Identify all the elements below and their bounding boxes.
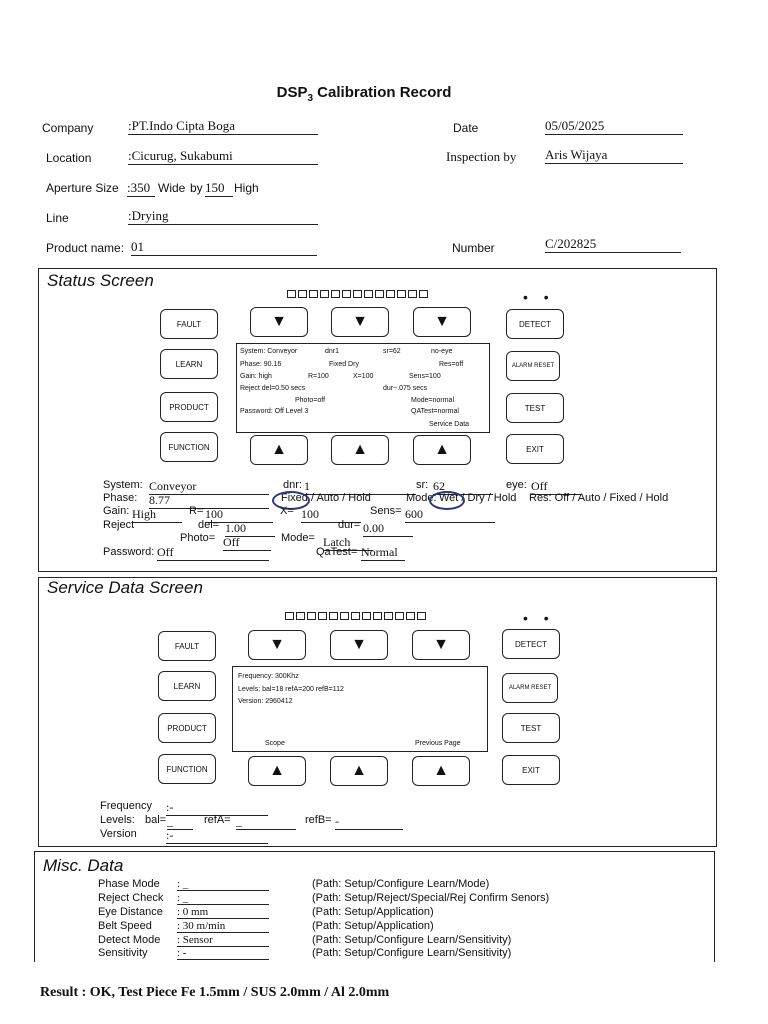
function-button[interactable]: FUNCTION [160,432,218,462]
misc-value: : 30 m/min [177,920,269,933]
product-button[interactable]: PRODUCT [158,713,216,743]
gain-value: High [132,507,182,523]
location-label: Location [46,151,92,165]
triangle-up-icon: ▲ [271,441,287,458]
product-label: Product name: [46,241,125,255]
lcd-text: Sens=100 [409,373,441,380]
up-arrow-button-3[interactable] [412,756,470,786]
misc-path: (Path: Setup/Application) [312,920,434,932]
product-button[interactable]: PRODUCT [160,392,218,422]
lcd-text: Service Data [429,421,470,428]
aperture-label: Aperture Size [46,181,119,195]
misc-path: (Path: Setup/Configure Learn/Mode) [312,878,490,890]
eye-value: Off [531,479,581,495]
lcd-text: dur~.075 secs [383,385,428,392]
test-button[interactable]: TEST [502,713,560,743]
lcd-text: Password: Off Level 3 [240,408,309,415]
triangle-up-icon: ▲ [269,762,285,779]
misc-value: : - [177,947,269,960]
misc-key: Detect Mode [98,934,161,946]
inspection-value: Aris Wijaya [545,147,683,164]
wide-label: Wide [158,181,186,195]
version-value: :- [166,828,268,844]
down-arrow-button-2[interactable] [330,630,388,660]
lcd-text: Scope [265,740,285,747]
down-arrow-button-1[interactable] [250,307,308,337]
triangle-down-icon: ▼ [434,313,450,330]
misc-key: Belt Speed [98,920,152,932]
misc-path: (Path: Setup/Reject/Special/Rej Confirm Senors) [312,892,550,904]
detect-button[interactable]: DETECT [502,629,560,659]
mode-label: Mode: [406,492,437,504]
r-label: R= [189,505,204,517]
triangle-up-icon: ▲ [352,441,368,458]
aperture-height: 150 [205,180,233,197]
misc-path: (Path: Setup/Application) [312,906,434,918]
misc-path: (Path: Setup/Configure Learn/Sensitivity) [312,947,512,959]
result-text: Result : OK, Test Piece Fe 1.5mm / SUS 2.0mm / Al 2.0mm [40,985,390,1000]
lcd-text: Version: 2960412 [238,698,293,705]
photo-value: Off [223,535,271,551]
password-value: Off [157,545,269,561]
misc-key: Eye Distance [98,906,163,918]
service-data-section [38,577,717,847]
lcd-text: QATest=normal [411,408,459,415]
indicator-dots: • • [523,610,555,626]
down-arrow-button-2[interactable] [331,307,389,337]
sens-value: 600 [405,507,495,523]
phase-value: 8.77 [149,493,269,509]
refa-value: _ [236,814,296,830]
up-arrow-button-1[interactable] [248,756,306,786]
learn-button[interactable]: LEARN [158,671,216,701]
lcd-text: no-eye [431,348,453,355]
dur-value: 0.00 [363,521,413,537]
refb-label: refB= [305,814,332,826]
triangle-down-icon: ▼ [351,636,367,653]
learn-button[interactable]: LEARN [160,349,218,379]
high-label: High [234,181,259,195]
number-value: C/202825 [545,236,681,253]
misc-value: : 0 mm [177,906,269,919]
frequency-value: :- [166,800,268,816]
misc-data-title: Misc. Data [43,856,124,875]
misc-path: (Path: Setup/Configure Learn/Sensitivity) [312,934,512,946]
misc-key: Sensitivity [98,947,148,959]
photo-label: Photo= [180,532,216,544]
status-lcd [236,343,490,433]
password-label: Password: [103,546,155,558]
version-label: Version [100,828,137,840]
dnr-label: dnr: [283,479,302,491]
lcd-text: Frequency: 300Khz [238,673,299,680]
company-value: :PT.Indo Cipta Boga [128,118,318,135]
bargraph [287,290,428,300]
fault-button[interactable]: FAULT [158,631,216,661]
mode2-label: Mode= [281,532,315,544]
lcd-text: Mode=normal [411,397,454,404]
refa-label: refA= [204,814,231,826]
triangle-down-icon: ▼ [271,313,287,330]
r-value: 100 [205,507,273,523]
lcd-text: Reject del=0.50 secs [240,385,306,392]
lcd-text: Previous Page [415,740,461,747]
exit-button[interactable]: EXIT [506,434,564,464]
misc-value: : Sensor [177,934,269,947]
dnr-value: 1 [304,479,416,495]
page-title: $DSP_3$ Calibration Record [276,84,452,104]
levels-label: Levels: [100,814,135,826]
test-button[interactable]: TEST [506,393,564,423]
by-label: by [190,181,203,195]
mode-options: Wet / Dry / Hold [439,492,517,504]
qatest-value: Normal [361,545,405,561]
line-value: :Drying [128,208,318,225]
triangle-down-icon: ▼ [433,636,449,653]
down-arrow-button-3[interactable] [412,630,470,660]
service-screen-title: Service Data Screen [47,578,203,597]
up-arrow-button-2[interactable] [330,756,388,786]
detect-button[interactable]: DETECT [506,309,564,339]
mode2-value: Latch [323,535,373,551]
date-value: 05/05/2025 [545,118,683,135]
system-value: Conveyor [149,479,269,495]
lcd-text: sr=62 [383,348,401,355]
alarm-reset-button[interactable]: ALARM RESET [502,673,558,703]
exit-button[interactable]: EXIT [502,755,560,785]
misc-value: : _ [177,892,269,905]
lcd-text: Levels: bal=18 refA=200 refB=112 [238,686,344,693]
triangle-up-icon: ▲ [433,762,449,779]
status-screen-section [38,268,717,572]
bal-value: _ [167,814,193,830]
triangle-up-icon: ▲ [434,441,450,458]
aperture-width: :350 [127,180,155,197]
refb-value: - [335,814,403,830]
bargraph [285,612,426,622]
lcd-text: Photo=off [295,397,326,404]
triangle-down-icon: ▼ [352,313,368,330]
status-screen-title: Status Screen [47,271,154,290]
up-arrow-button-3[interactable] [413,435,471,465]
indicator-dots: • • [523,289,555,305]
gain-label: Gain: [103,505,130,517]
lcd-text: Res=off [439,361,464,368]
line-label: Line [46,211,69,225]
lcd-text: X=100 [353,373,374,380]
reject-label: Reject [103,519,135,531]
lcd-text: System: Conveyor [240,348,298,355]
function-button[interactable]: FUNCTION [158,754,216,784]
phase-label: Phase: [103,492,138,504]
fault-button[interactable]: FAULT [160,309,218,339]
phase-options: Fixed / Auto / Hold [281,492,371,504]
dur-label: dur= [338,519,361,531]
bal-label: bal= [145,814,167,826]
sr-value: 62 [433,479,493,495]
qatest-label: QaTest= [316,546,358,558]
x-label: X= [280,505,294,517]
up-arrow-button-1[interactable] [250,435,308,465]
inspection-label: Inspection by [446,149,517,164]
down-arrow-button-1[interactable] [248,630,306,660]
service-lcd [232,666,488,752]
triangle-down-icon: ▼ [269,636,285,653]
company-label: Company [42,121,94,135]
misc-data-section [34,851,715,962]
frequency-label: Frequency [100,800,152,812]
location-value: :Cicurug, Sukabumi [128,148,318,165]
misc-key: Reject Check [98,892,164,904]
product-value: 01 [131,239,317,256]
res-options: Res: Off / Auto / Fixed / Hold [529,492,669,504]
lcd-text: dnr1 [325,348,340,355]
lcd-text: Fixed Dry [329,361,359,368]
misc-value: : _ [177,878,269,891]
sr-label: sr: [416,479,429,491]
eye-label: eye: [506,479,527,491]
down-arrow-button-3[interactable] [413,307,471,337]
date-label: Date [453,121,479,135]
up-arrow-button-2[interactable] [331,435,389,465]
del-label: del= [198,519,220,531]
lcd-text: Gain: high [240,373,272,380]
number-label: Number [452,241,495,255]
sens-label: Sens= [370,505,402,517]
alarm-reset-button[interactable]: ALARM RESET [506,351,560,381]
del-value: 1.00 [225,521,275,537]
x-value: 100 [301,507,361,523]
lcd-text: R=100 [308,373,329,380]
triangle-up-icon: ▲ [351,762,367,779]
system-label: System: [103,479,143,491]
misc-key: Phase Mode [98,878,160,890]
lcd-text: Phase: 90.16 [240,361,282,368]
